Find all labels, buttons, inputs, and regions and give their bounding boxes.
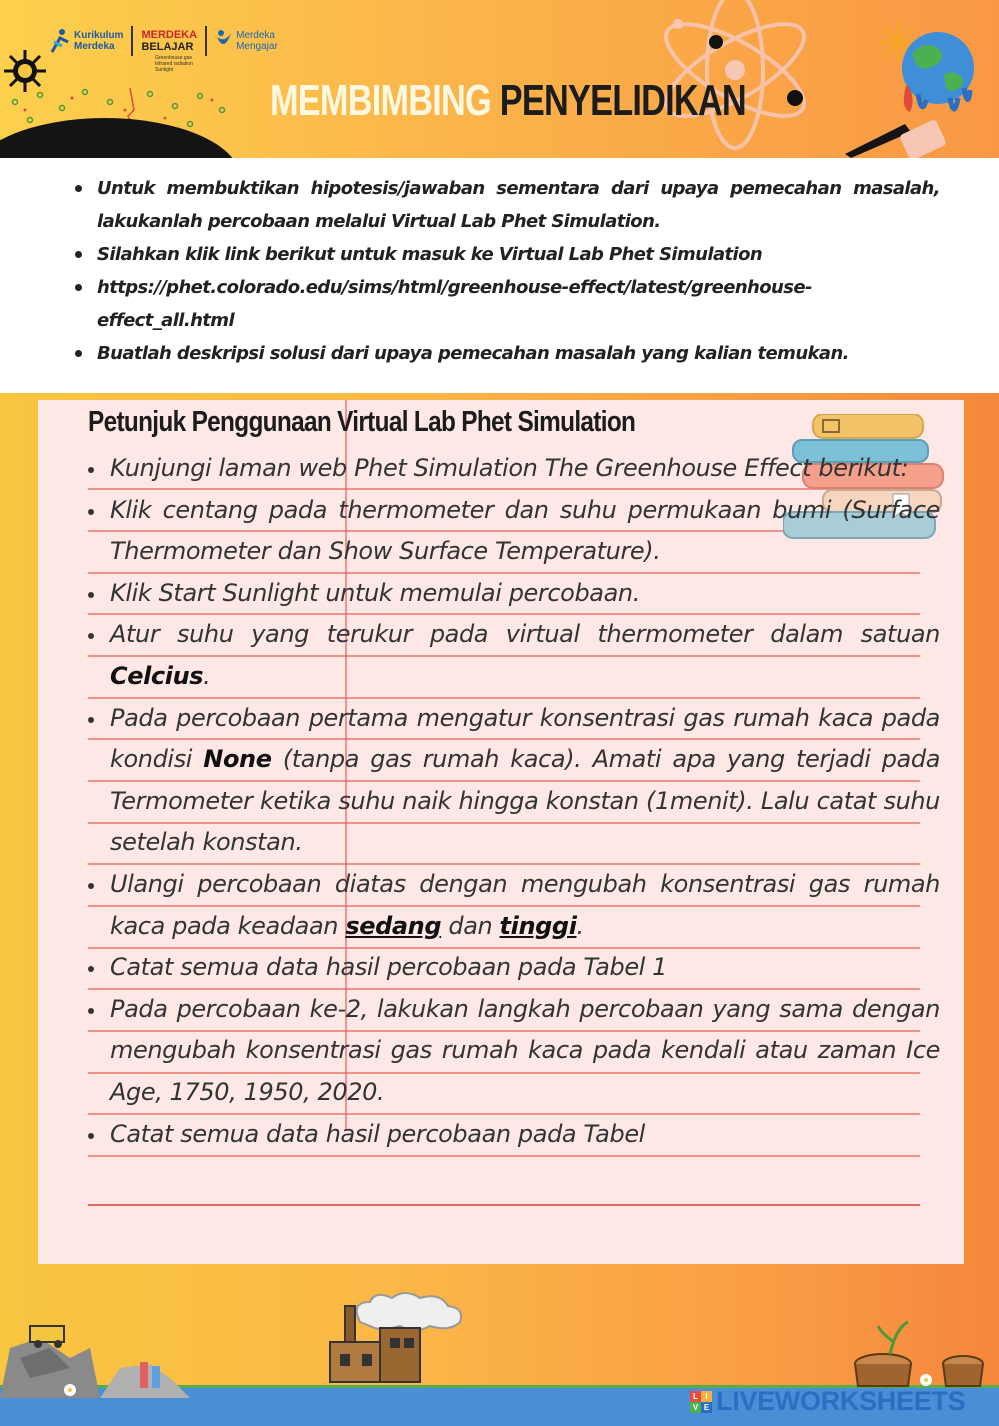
mengajar-line1: Merdeka — [236, 30, 275, 41]
merdeka-mengajar-icon — [215, 29, 233, 53]
merdeka-mengajar-logo — [215, 29, 278, 53]
guide-steps — [88, 448, 940, 1155]
factory-smoke-icon — [320, 1292, 490, 1396]
step-2: Klik centang pada thermometer dan suhu permukaan bumi (Surface Thermometer dan Show Surface Temperature). — [88, 490, 940, 573]
merdeka-belajar-logo — [141, 29, 197, 53]
mengajar-line2: Mengajar — [236, 41, 278, 52]
step-4-text: Atur suhu yang terukur pada virtual thermometer dalam satuan — [110, 620, 940, 649]
task-item-4: Buatlah deskripsi solusi dari upaya pemecahan masalah yang kalian temukan. — [70, 337, 940, 370]
step-5-condition: None — [203, 745, 272, 774]
step-4 — [88, 614, 940, 697]
merdeka-belajar-line1: MERDEKA — [141, 29, 198, 41]
task-list — [70, 172, 940, 370]
step-5-rest: (tanpa gas rumah kaca). Amati apa yang terjadi pada Termometer ketika suhu naik hingga konstan (1menit). Lalu catat suhu setelah konstan. — [110, 745, 941, 857]
kurikulum-label: Kurikulum — [74, 30, 124, 41]
step-6-end: . — [576, 911, 584, 940]
step-4-end: . — [203, 661, 211, 690]
ruled-line-bottom — [88, 1204, 920, 1206]
merdeka-label: Merdeka — [74, 41, 115, 52]
liveworksheets-watermark — [690, 1386, 965, 1417]
sun-icon — [2, 48, 48, 98]
step-8: Pada percobaan ke-2, lakukan langkah percobaan yang sama dengan mengubah konsentrasi gas rumah kaca pada kendali atau zaman Ice Age, 1750, 1950, 2020. — [88, 989, 940, 1114]
legend-sunlight: Sunlight — [155, 67, 174, 73]
kurikulum-merdeka-logo — [50, 28, 123, 54]
diagram-legend — [155, 55, 193, 73]
legend-greenhouse-gas: Greenhouse gas — [155, 55, 192, 61]
step-3: Klik Start Sunlight untuk memulai percobaan. — [88, 573, 940, 615]
step-6-sedang: sedang — [345, 911, 442, 940]
step-6-and: dan — [441, 911, 500, 940]
step-1: Kunjungi laman web Phet Simulation The Greenhouse Effect berikut: — [88, 448, 940, 490]
badge-letter: V — [690, 1402, 701, 1413]
step-6-text: Ulangi percobaan diatas dengan mengubah konsentrasi gas rumah kaca pada keadaan — [110, 869, 940, 940]
step-5 — [88, 698, 940, 864]
step-4-unit: Celcius — [110, 661, 204, 690]
logo-group — [50, 26, 278, 56]
melting-globe-icon — [898, 28, 978, 124]
task-item-1: Untuk membuktikan hipotesis/jawaban sementara dari upaya pemecahan masalah, lakukanlah percobaan melalui Virtual Lab Phet Simulation. — [70, 172, 940, 238]
logo-divider — [131, 26, 133, 56]
step-6-tinggi: tinggi — [499, 911, 577, 940]
mining-scene-icon — [0, 1308, 200, 1402]
header-banner — [0, 0, 999, 158]
step-7: Catat semua data hasil percobaan pada Tabel 1 — [88, 947, 940, 989]
liveworksheets-text: LIVEWORKSHEETS — [716, 1386, 966, 1416]
badge-letter: E — [701, 1402, 712, 1413]
title-part-1: MEMBIMBING — [270, 76, 491, 125]
step-6 — [88, 864, 940, 947]
logo-divider-2 — [205, 26, 207, 56]
liveworksheets-badge-icon — [690, 1391, 712, 1413]
guide-title: Petunjuk Penggunaan Virtual Lab Phet Simulation — [88, 406, 636, 438]
guide-notebook — [38, 400, 964, 1264]
legend-infrared: Infrared radiation — [155, 61, 193, 67]
task-instructions-box — [0, 158, 999, 393]
kurikulum-merdeka-icon — [50, 28, 70, 54]
page-title — [270, 76, 746, 126]
title-part-2: PENYELIDIKAN — [499, 76, 746, 125]
step-5-text: Pada percobaan pertama mengatur konsentrasi gas rumah kaca pada kondisi — [110, 703, 940, 774]
badge-letter: I — [701, 1391, 712, 1402]
tree-stump-icon — [838, 1318, 988, 1394]
pen-icon — [845, 118, 955, 158]
task-item-2: Silahkan klik link berikut untuk masuk ke Virtual Lab Phet Simulation — [70, 238, 940, 271]
badge-letter: L — [690, 1391, 701, 1402]
merdeka-belajar-line2: BELAJAR — [141, 41, 194, 53]
ruled-line — [88, 1155, 920, 1157]
step-9: Catat semua data hasil percobaan pada Tabel — [88, 1114, 940, 1156]
task-item-link[interactable]: https://phet.colorado.edu/sims/html/greenhouse-effect/latest/greenhouse-effect_all.html — [70, 271, 940, 337]
